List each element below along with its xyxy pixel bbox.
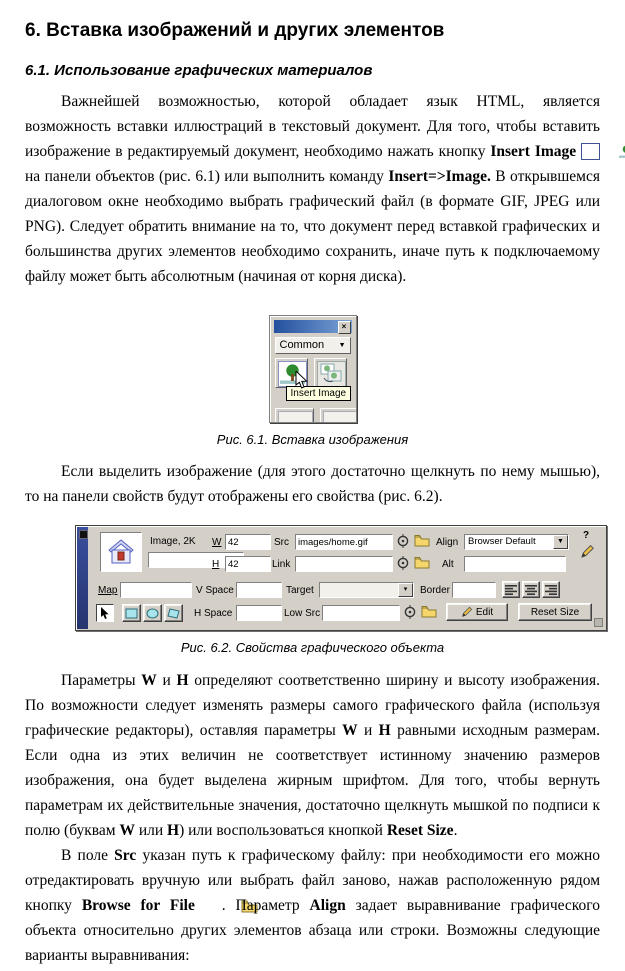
insert-image-icon — [581, 143, 600, 160]
help-icon[interactable]: ? — [583, 530, 590, 541]
rectangle-hotspot-icon — [125, 608, 138, 619]
browse-folder-icon[interactable] — [414, 556, 430, 569]
align-left-button[interactable] — [502, 581, 520, 598]
alt-label: Alt — [442, 559, 454, 570]
object-type-label: Image, 2K — [150, 536, 196, 547]
point-to-file-icon[interactable] — [396, 534, 410, 548]
oval-hotspot-button[interactable] — [143, 604, 162, 622]
target-dropdown[interactable] — [319, 582, 414, 598]
width-field[interactable] — [225, 534, 271, 550]
align-center-icon — [525, 585, 537, 595]
polygon-hotspot-icon — [167, 608, 180, 619]
p1-text: Важнейшей возможностью, которой обладает язык HTML, является возможность вставки иллюстраций в текстовый документ. Для того, чтобы вставить изображение в редактируемый документ, необходимо нажать кнопку — [25, 93, 600, 160]
p3-bold-reset-size: Reset Size — [386, 822, 454, 839]
align-center-button[interactable] — [522, 581, 540, 598]
p2-text: Если выделить изображение (для этого достаточно щелкнуть по нему мышью), то на панели свойств будут отображены его свойства (рис. 6.2). — [25, 463, 600, 505]
inspector-sidebar[interactable] — [77, 527, 88, 629]
panel-menu-icon[interactable] — [79, 530, 88, 539]
close-icon[interactable]: × — [338, 321, 351, 334]
image-thumbnail — [100, 532, 142, 572]
p4-text: задает выравнивание графического объекта относительно других элементов абзаца или строки. Возможны следующие варианты выравнивания: — [25, 897, 601, 964]
link-label: Link — [272, 559, 291, 570]
browse-folder-icon — [205, 899, 222, 913]
align-value: Browser Default — [468, 536, 536, 547]
property-inspector — [75, 525, 607, 631]
polygon-hotspot-button[interactable] — [164, 604, 183, 622]
panel-partial-row — [275, 408, 357, 423]
reset-size-button[interactable] — [518, 603, 592, 621]
house-icon — [107, 539, 135, 565]
figure2-caption: Рис. 6.2. Свойства графического объекта — [180, 640, 445, 655]
p3-text: и — [357, 722, 379, 739]
p3-bold-h: H — [176, 672, 189, 689]
edit-button-label: Edit — [475, 606, 494, 618]
category-dropdown[interactable] — [275, 337, 351, 354]
lowsrc-field[interactable] — [322, 605, 400, 621]
edit-pencil-icon — [461, 606, 473, 618]
link-field[interactable] — [295, 556, 393, 572]
vspace-field[interactable] — [236, 582, 282, 598]
align-left-icon — [505, 585, 517, 595]
p3-text: или — [134, 822, 168, 839]
reset-size-label: Reset Size — [530, 606, 580, 618]
align-right-icon — [545, 585, 557, 595]
p4-bold-align: Align — [309, 897, 346, 914]
p3-bold-w: W — [342, 722, 358, 739]
p3-bold-h: H — [167, 822, 180, 839]
p3-bold-h: H — [378, 722, 391, 739]
src-field[interactable] — [295, 534, 393, 550]
hspace-label: H Space — [194, 608, 233, 619]
map-label: Map — [98, 585, 118, 596]
lowsrc-label: Low Src — [284, 608, 321, 619]
p3-text: ) или воспользоваться кнопкой — [179, 822, 387, 839]
p3-bold-w: W — [141, 672, 157, 689]
category-label: Common — [279, 339, 325, 351]
pointer-arrow-icon — [100, 607, 110, 620]
insert-rollover-image-button[interactable] — [314, 358, 347, 388]
panel-button-stub[interactable] — [320, 408, 357, 423]
browse-folder-icon[interactable] — [414, 534, 430, 547]
height-field[interactable] — [225, 556, 271, 572]
border-field[interactable] — [452, 582, 496, 598]
p3-bold-w: W — [119, 822, 135, 839]
p3-text: и — [156, 672, 177, 689]
mouse-cursor-icon — [295, 371, 308, 390]
quick-edit-pencil-icon[interactable] — [580, 544, 595, 559]
align-dropdown[interactable] — [464, 534, 569, 550]
subsection-heading: 6.1. Использование графических материалов — [25, 62, 373, 79]
expander-grip[interactable] — [594, 618, 603, 627]
p3-text: . — [453, 822, 458, 839]
p4-text: В поле — [61, 847, 115, 864]
panel-buttons-row — [275, 358, 347, 388]
rollover-image-icon — [317, 361, 346, 387]
dropdown-arrow-icon[interactable]: ▾ — [398, 583, 413, 597]
rectangle-hotspot-button[interactable] — [122, 604, 141, 622]
browse-folder-icon[interactable] — [421, 605, 437, 618]
vspace-label: V Space — [196, 585, 234, 596]
width-label[interactable]: W — [212, 537, 222, 548]
alt-field[interactable] — [464, 556, 566, 572]
border-label: Border — [420, 585, 451, 596]
target-label: Target — [286, 585, 314, 596]
hspace-field[interactable] — [236, 605, 282, 621]
p3-text: Параметры — [61, 672, 142, 689]
p3-text: определяют соответственно ширину и высоту изображения. По возможности следует изменять размеры самого графического файла (используя графические редакторы), оставляя параметры — [25, 672, 600, 739]
dropdown-arrow-icon: ▼ — [338, 342, 346, 349]
align-right-button[interactable] — [542, 581, 560, 598]
edit-button[interactable] — [446, 603, 508, 621]
p1-text: на панели объектов (рис. 6.1) или выполнить команду — [25, 168, 389, 185]
objects-panel — [269, 315, 357, 423]
paragraph-2 — [25, 459, 600, 509]
section-heading: 6. Вставка изображений и других элементов — [25, 20, 445, 41]
insert-image-tooltip: Insert Image — [286, 386, 352, 401]
p4-bold-browse: Browse for File — [81, 897, 195, 914]
dropdown-arrow-icon[interactable]: ▼ — [553, 535, 568, 549]
point-to-file-icon[interactable] — [396, 556, 410, 570]
paragraph-3 — [25, 668, 600, 843]
align-label: Align — [436, 537, 459, 548]
oval-hotspot-icon — [146, 608, 159, 619]
p4-text: указан путь к графическому файлу: при необходимости его можно отредактировать вручную или выбрать файл заново, нажав расположенную рядом кнопку — [25, 847, 601, 914]
point-to-file-icon[interactable] — [403, 605, 417, 619]
p4-bold-src: Src — [114, 847, 137, 864]
p3-text: равными исходным размерам. Если одна из этих величин не соответствует истинному значению размеров изображения, она будет выделена жирным шрифтом. Для того, чтобы вернуть параметрам их действительные значения, достаточно щелкнуть мышкой по подписи к полю (буквам — [25, 722, 601, 839]
map-field[interactable] — [120, 582, 192, 598]
p1-bold-insert-command: Insert=>Image. — [388, 168, 491, 185]
p1-text: В открывшемся диалоговом окне необходимо выбрать графический файл (в формате GIF, JPEG или PNG). Следует обратить внимание на то, что документ перед вставкой графических и большинства других элементов необходимо сохранить, иначе путь к подключаемому файлу может быть абсолютным (начиная от корня диска). — [25, 168, 601, 285]
panel-button-stub[interactable] — [275, 408, 314, 423]
p1-bold-insert-image: Insert Image — [490, 143, 577, 160]
p4-text: . Параметр — [221, 897, 310, 914]
pointer-tool-button[interactable] — [96, 604, 114, 622]
src-label: Src — [274, 537, 289, 548]
figure-objects-panel — [269, 315, 357, 423]
height-label[interactable]: H — [212, 559, 220, 570]
paragraph-4 — [25, 843, 600, 968]
paragraph-1 — [25, 89, 600, 289]
figure1-caption: Рис. 6.1. Вставка изображения — [216, 432, 409, 447]
panel-titlebar[interactable] — [274, 320, 352, 333]
